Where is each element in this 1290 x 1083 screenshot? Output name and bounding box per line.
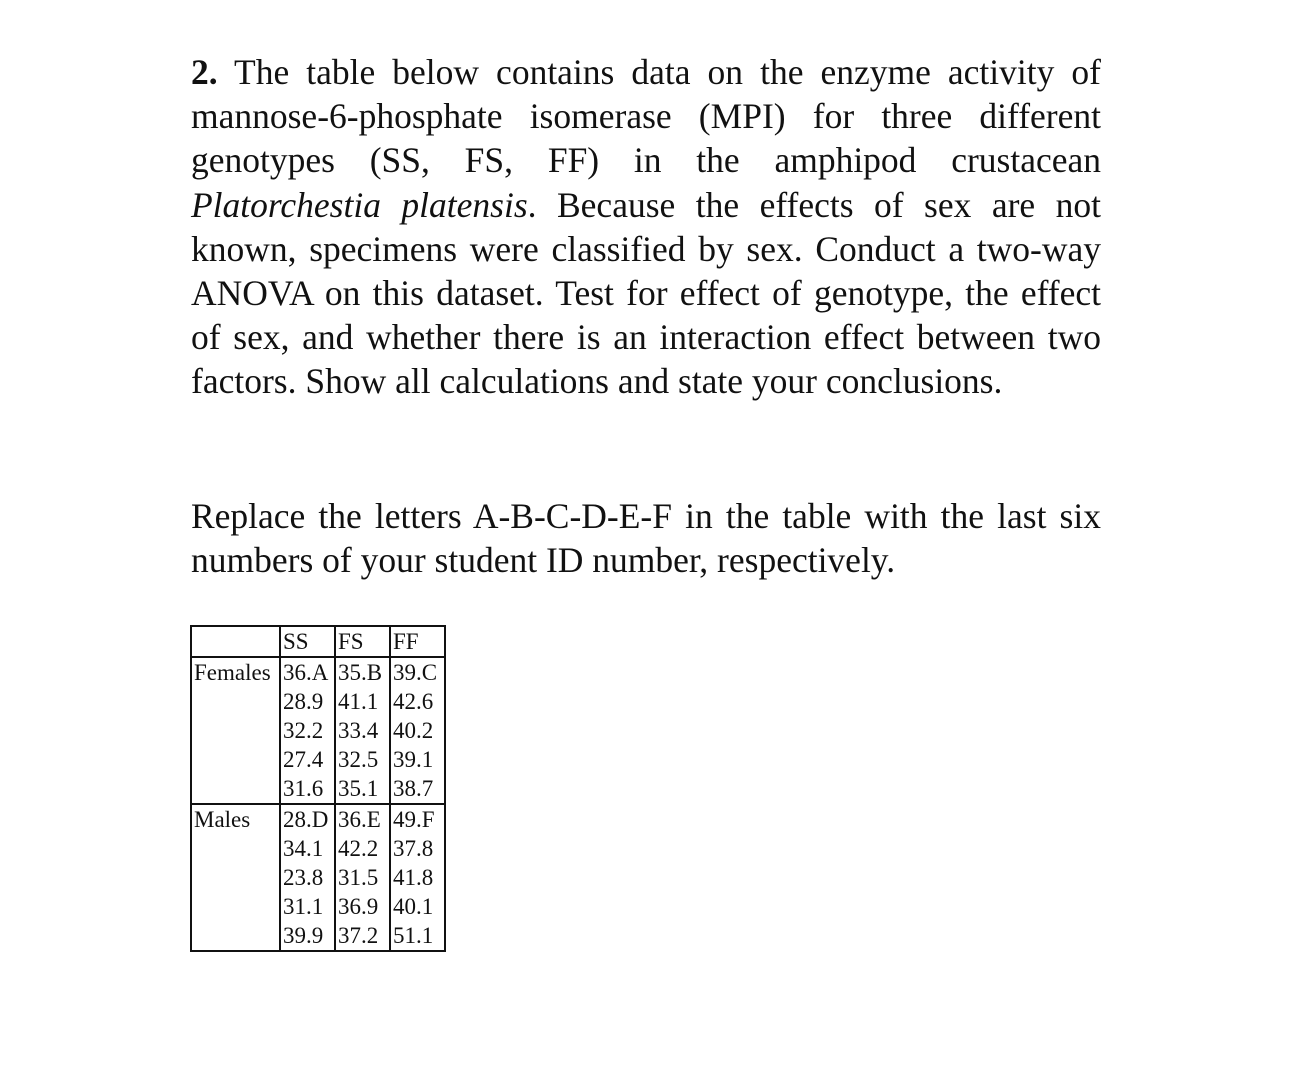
table-row [191, 834, 445, 863]
table-cell: 41.8 [393, 865, 434, 890]
table-cell: 27.4 [280, 745, 335, 774]
table-cell: 40.2 [393, 718, 434, 743]
table-cell: 32.2 [280, 716, 335, 745]
table-cell: 51.1 [393, 923, 434, 948]
header-corner-cell [191, 626, 280, 657]
table-row [191, 892, 445, 921]
table-cell: 31.1 [280, 892, 335, 921]
table-cell: 35.B [335, 657, 390, 687]
table-cell: 49.F [393, 807, 435, 832]
column-header-ss: SS [280, 626, 335, 657]
table-row [191, 687, 445, 716]
row-group-label-males: Males [191, 804, 280, 834]
problem-text-part-2: . Because the effects of sex are not known, specimens were classified by sex. Conduct a two-way ANOVA on this dataset. Test for effect of genotype, the effect of sex, and whether there is an interaction effect between two factors. Show all calculations and state your conclusions. [191, 184, 1101, 402]
problem-text-part-1: The table below contains data on the enzyme activity of mannose-6-phosphate isomerase (MPI) for three different genotypes (SS, FS, FF) in the amphipod crustacean [191, 52, 1101, 181]
table-row [191, 921, 445, 951]
table-header-row [191, 626, 445, 657]
column-header-ff: FF [390, 626, 445, 657]
table-cell: 37.2 [335, 921, 390, 951]
table-row [191, 774, 445, 804]
table-cell: 40.1 [393, 894, 434, 919]
table-cell: 42.2 [335, 834, 390, 863]
table-cell: 39.1 [393, 747, 434, 772]
problem-number: 2. [191, 52, 218, 92]
table-cell: 35.1 [335, 774, 390, 804]
table-cell: 34.1 [280, 834, 335, 863]
table-cell: 32.5 [335, 745, 390, 774]
problem-statement [191, 50, 1101, 404]
table-cell: 38.7 [390, 774, 445, 804]
table-cell: 36.9 [335, 892, 390, 921]
table-cell: 36.A [280, 657, 335, 687]
table-cell: 39.9 [280, 921, 335, 951]
table-cell: 31.5 [335, 863, 390, 892]
table-cell: 33.4 [335, 716, 390, 745]
column-header-fs: FS [335, 626, 390, 657]
table-row [191, 657, 445, 687]
table-cell: 42.6 [393, 689, 434, 714]
enzyme-activity-table [190, 625, 446, 952]
table-cell: 28.9 [280, 687, 335, 716]
table-row [191, 716, 445, 745]
species-name: Platorchestia platensis [191, 184, 528, 225]
table-row [191, 745, 445, 774]
table-cell: 23.8 [280, 863, 335, 892]
table-cell: 31.6 [280, 774, 335, 804]
table-row [191, 863, 445, 892]
table-cell: 41.1 [335, 687, 390, 716]
table-row [191, 804, 445, 834]
table-cell: 39.C [393, 660, 438, 685]
table-cell: 36.E [335, 804, 390, 834]
row-group-label-females: Females [191, 657, 280, 687]
table-cell: 28.D [280, 804, 335, 834]
instruction-text: Replace the letters A-B-C-D-E-F in the table with the last six numbers of your student ID number, respectively. [191, 496, 1101, 581]
table-cell: 37.8 [393, 836, 434, 861]
